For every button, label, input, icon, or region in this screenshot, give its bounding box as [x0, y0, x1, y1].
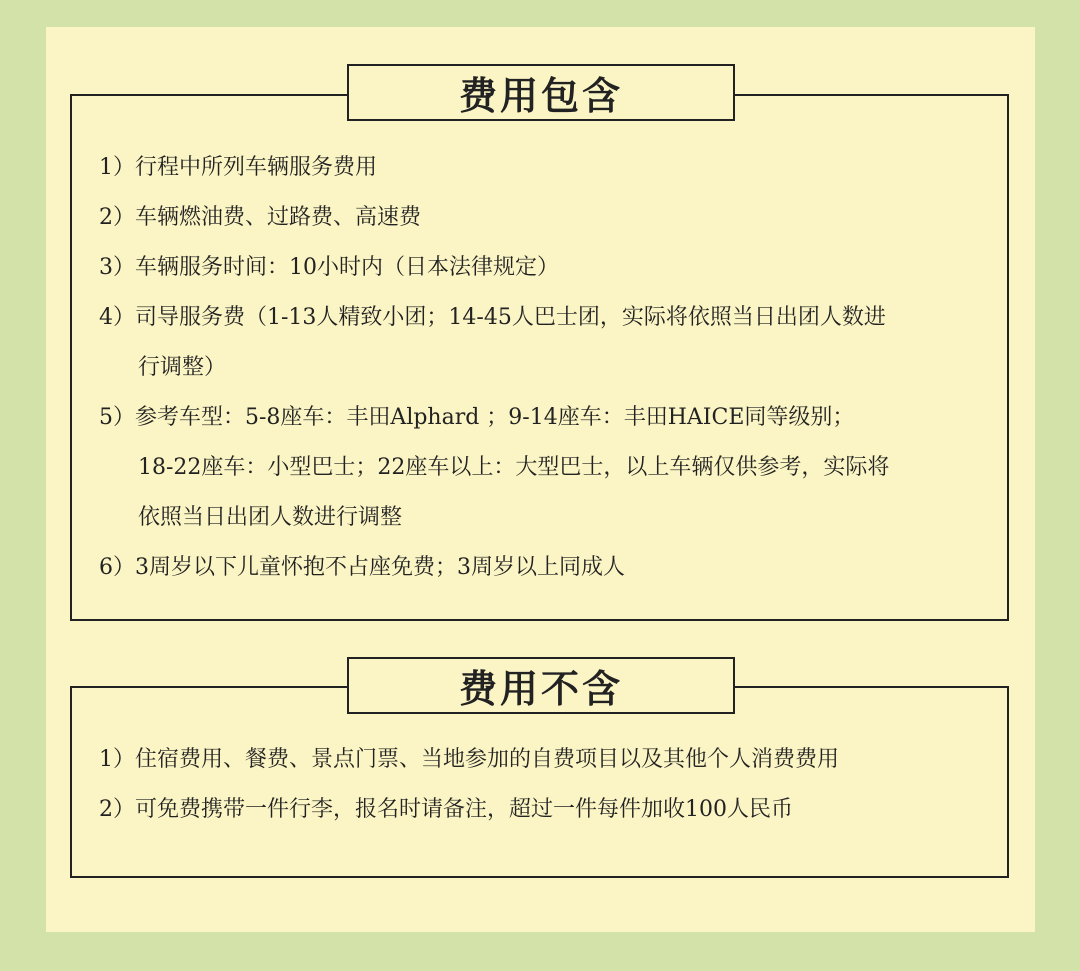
- included-item-3: 3）车辆服务时间：10小时内（日本法律规定）: [99, 255, 559, 280]
- excluded-item-1: 1）住宿费用、餐费、景点门票、当地参加的自费项目以及其他个人消费费用: [99, 747, 839, 772]
- excluded-section-box: [70, 686, 1009, 878]
- included-section-title: 费用包含: [347, 64, 735, 121]
- included-item-5: 5）参考车型：5-8座车：丰田Alphard ；9-14座车：丰田HAICE同等级别；: [99, 405, 855, 430]
- included-item-4: 4）司导服务费（1-13人精致小团；14-45人巴士团，实际将依照当日出团人数进: [99, 305, 886, 330]
- included-item-4-continued: 行调整）: [138, 355, 227, 380]
- included-item-6: 6）3周岁以下儿童怀抱不占座免费；3周岁以上同成人: [99, 555, 625, 580]
- excluded-section-title: 费用不含: [347, 657, 735, 714]
- included-item-1: 1）行程中所列车辆服务费用: [99, 155, 377, 180]
- included-item-5-continued: 18-22座车：小型巴士；22座车以上：大型巴士，以上车辆仅供参考，实际将: [138, 455, 890, 480]
- included-item-5-continued-2: 依照当日出团人数进行调整: [138, 505, 403, 530]
- included-item-2: 2）车辆燃油费、过路费、高速费: [99, 205, 421, 230]
- excluded-item-2: 2）可免费携带一件行李，报名时请备注，超过一件每件加收100人民币: [99, 797, 793, 822]
